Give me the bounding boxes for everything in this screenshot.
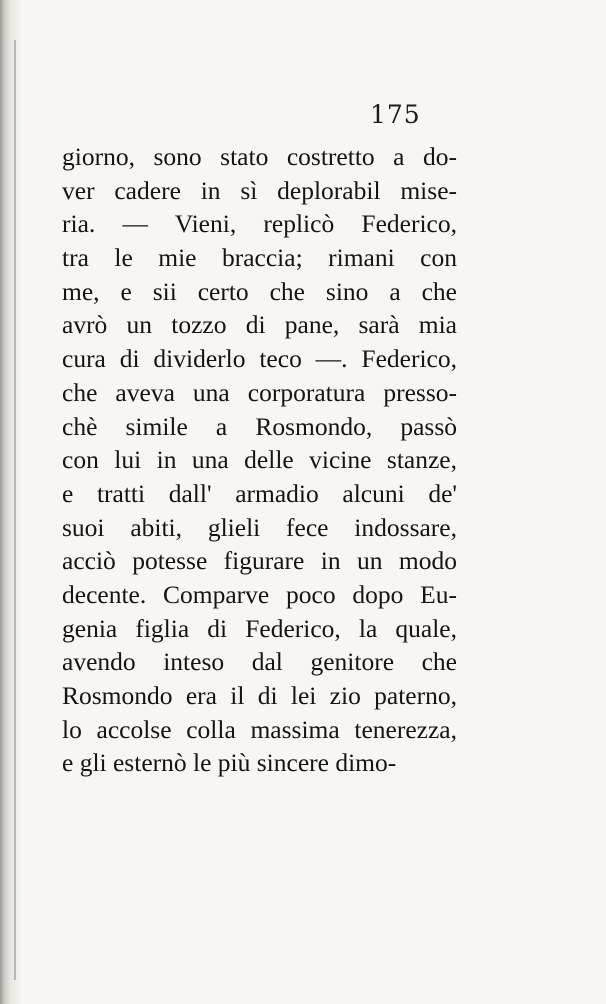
text-line: acciò potesse figurare in un modo [62, 546, 457, 576]
text-line: cura di dividerlo teco —. Federico, [62, 344, 457, 374]
text-line: che aveva una corporatura presso- [62, 377, 457, 407]
text-line: tra le mie braccia; rimani con [62, 243, 457, 273]
text-line: chè simile a Rosmondo, passò [62, 411, 457, 441]
body-text [62, 140, 457, 780]
page-spine-edge [14, 40, 16, 980]
text-line: ver cadere in sì deplorabil mise- [62, 175, 457, 205]
text-line: lo accolse colla massima tenerezza, [62, 714, 457, 744]
page-spine-shadow [0, 0, 22, 1004]
text-line: suoi abiti, glieli fece indossare, [62, 512, 457, 542]
text-line: ria. — Vieni, replicò Federico, [62, 209, 457, 239]
text-line: Rosmondo era il di lei zio paterno, [62, 681, 457, 710]
text-line: decente. Comparve poco dopo Eu- [62, 579, 457, 609]
text-line: e gli esternò le più sincere dimo- [62, 748, 397, 778]
text-line: me, e sii certo che sino a che [62, 276, 457, 306]
text-line: genia figlia di Federico, la quale, [62, 613, 457, 643]
text-line: e tratti dall' armadio alcuni de' [62, 478, 457, 508]
text-line: avrò un tozzo di pane, sarà mia [62, 310, 457, 340]
page-number: 175 [370, 100, 421, 129]
text-line: avendo inteso dal genitore che [62, 647, 457, 677]
text-line: con lui in una delle vicine stanze, [62, 445, 457, 475]
text-line: giorno, sono stato costretto a do- [62, 142, 457, 171]
